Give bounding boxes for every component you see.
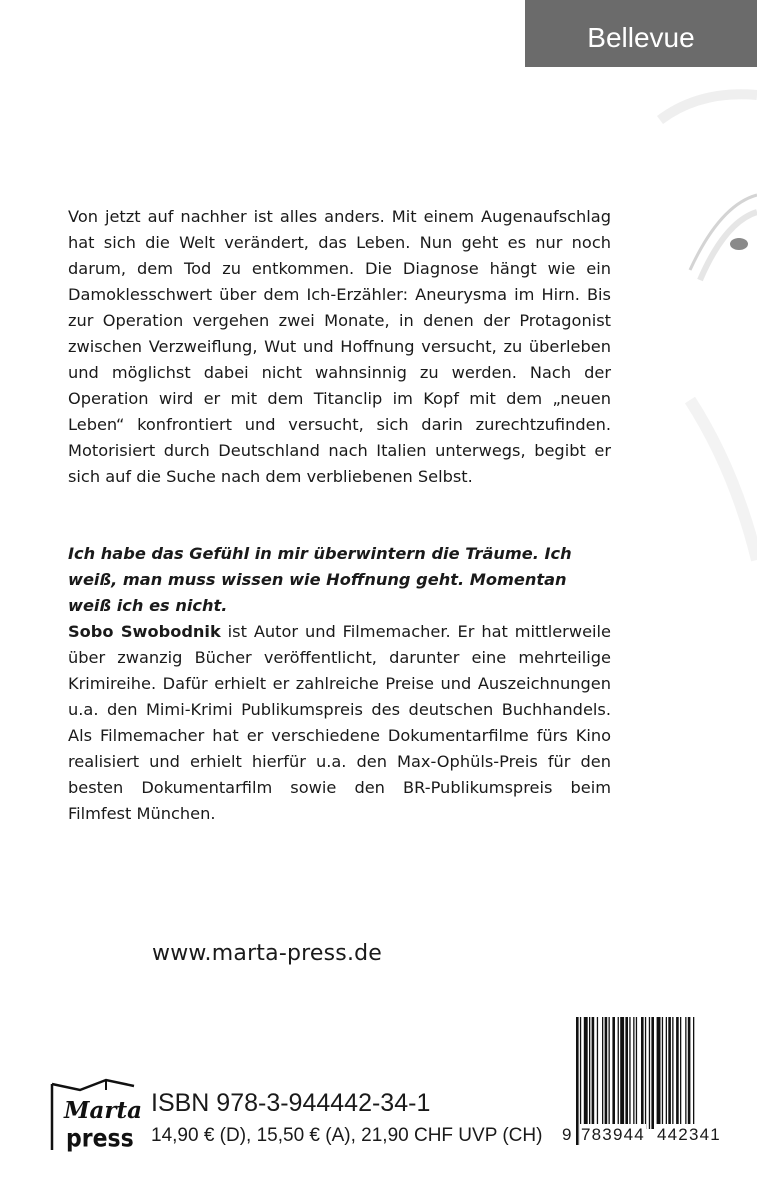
barcode-bar — [625, 1017, 628, 1129]
barcode-bar — [688, 1017, 691, 1129]
barcode-bar — [618, 1017, 619, 1129]
barcode-bar — [605, 1017, 608, 1129]
barcode-bar — [576, 1017, 579, 1145]
barcode-bar — [602, 1017, 603, 1129]
barcode-bar — [633, 1017, 634, 1129]
publisher-website: www.marta-press.de — [152, 941, 383, 966]
barcode-bar — [645, 1017, 646, 1129]
barcode-bar — [641, 1017, 644, 1129]
barcode-bar — [657, 1017, 661, 1129]
barcode-bar — [668, 1017, 671, 1129]
barcode-bar — [676, 1017, 679, 1129]
barcode-bar — [597, 1017, 598, 1129]
barcode-bar — [609, 1017, 610, 1129]
marta-press-logo — [50, 1076, 143, 1153]
barcode-left-digits: 783944 — [581, 1125, 645, 1144]
logo-line1: Marta — [64, 1097, 143, 1124]
author-name: Sobo Swobodnik — [68, 622, 221, 641]
barcode-bar — [584, 1017, 588, 1129]
barcode-bar — [651, 1017, 654, 1129]
series-label: Bellevue — [525, 0, 757, 67]
logo-line2: press — [66, 1123, 134, 1153]
price-info: 14,90 € (D), 15,50 € (A), 21,90 CHF UVP (CH) — [151, 1125, 543, 1146]
book-quote: Ich habe das Gefühl in mir überwintern die Träume. Ich weiß, man muss wissen wie Hoffnung geht. Momentan weiß ich es nicht. — [68, 544, 572, 615]
book-blurb: Von jetzt auf nachher ist alles anders. Mit einem Augenaufschlag hat sich die Welt verändert, das Leben. Nun geht es nur noch darum, dem Tod zu entkommen. Die Diagnose hängt wie ein Damoklesschwert über dem Ich-Erzähler: Aneurysma im Hirn. Bis zur Operation vergehen zwei Monate, in denen der Protagonist zwischen Verzweiflung, Wut und Hoffnung versucht, zu überleben und möglichst dabei nicht wahnsinnig zu werden. Nach der Operation wird er mit dem Titanclip im Kopf mit dem „neuen Leben“ konfrontiert und versucht, sich darin zurechtzufinden. Motorisiert durch Deutschland nach Italien unterwegs, begibt er sich auf die Suche nach dem verbliebenen Selbst. — [68, 207, 611, 486]
barcode-bar — [589, 1017, 590, 1129]
barcode-bar — [620, 1017, 624, 1129]
barcode-bar — [672, 1017, 673, 1129]
barcode-bar — [629, 1017, 630, 1129]
barcode-bar — [680, 1017, 681, 1129]
barcode-bar — [649, 1017, 650, 1129]
barcode-bar — [666, 1017, 667, 1129]
barcode-bar — [685, 1017, 686, 1129]
author-bio-text: ist Autor und Filmemacher. Er hat mittlerweile über zwanzig Bücher veröffentlicht, darunter eine mehrteilige Krimireihe. Dafür erhielt er zahlreiche Preise und Auszeichnungen u.a. den Mimi-Krimi Publikumspreis des deutschen Buchhandels. Als Filmemacher hat er verschiedene Dokumentarfilme fürs Kino realisiert und erhielt hierfür u.a. den Max-Ophüls-Preis für den besten Dokumentarfilm sowie den BR-Publikumspreis beim Filmfest München. — [68, 622, 611, 823]
barcode-bar — [592, 1017, 595, 1129]
barcode-bar — [662, 1017, 663, 1129]
barcode-bar — [612, 1017, 615, 1129]
author-bio — [68, 619, 611, 827]
barcode-right-digits: 442341 — [657, 1125, 721, 1144]
barcode-first-digit: 9 — [562, 1125, 572, 1144]
isbn-number: ISBN 978-3-944442-34-1 — [151, 1089, 431, 1117]
